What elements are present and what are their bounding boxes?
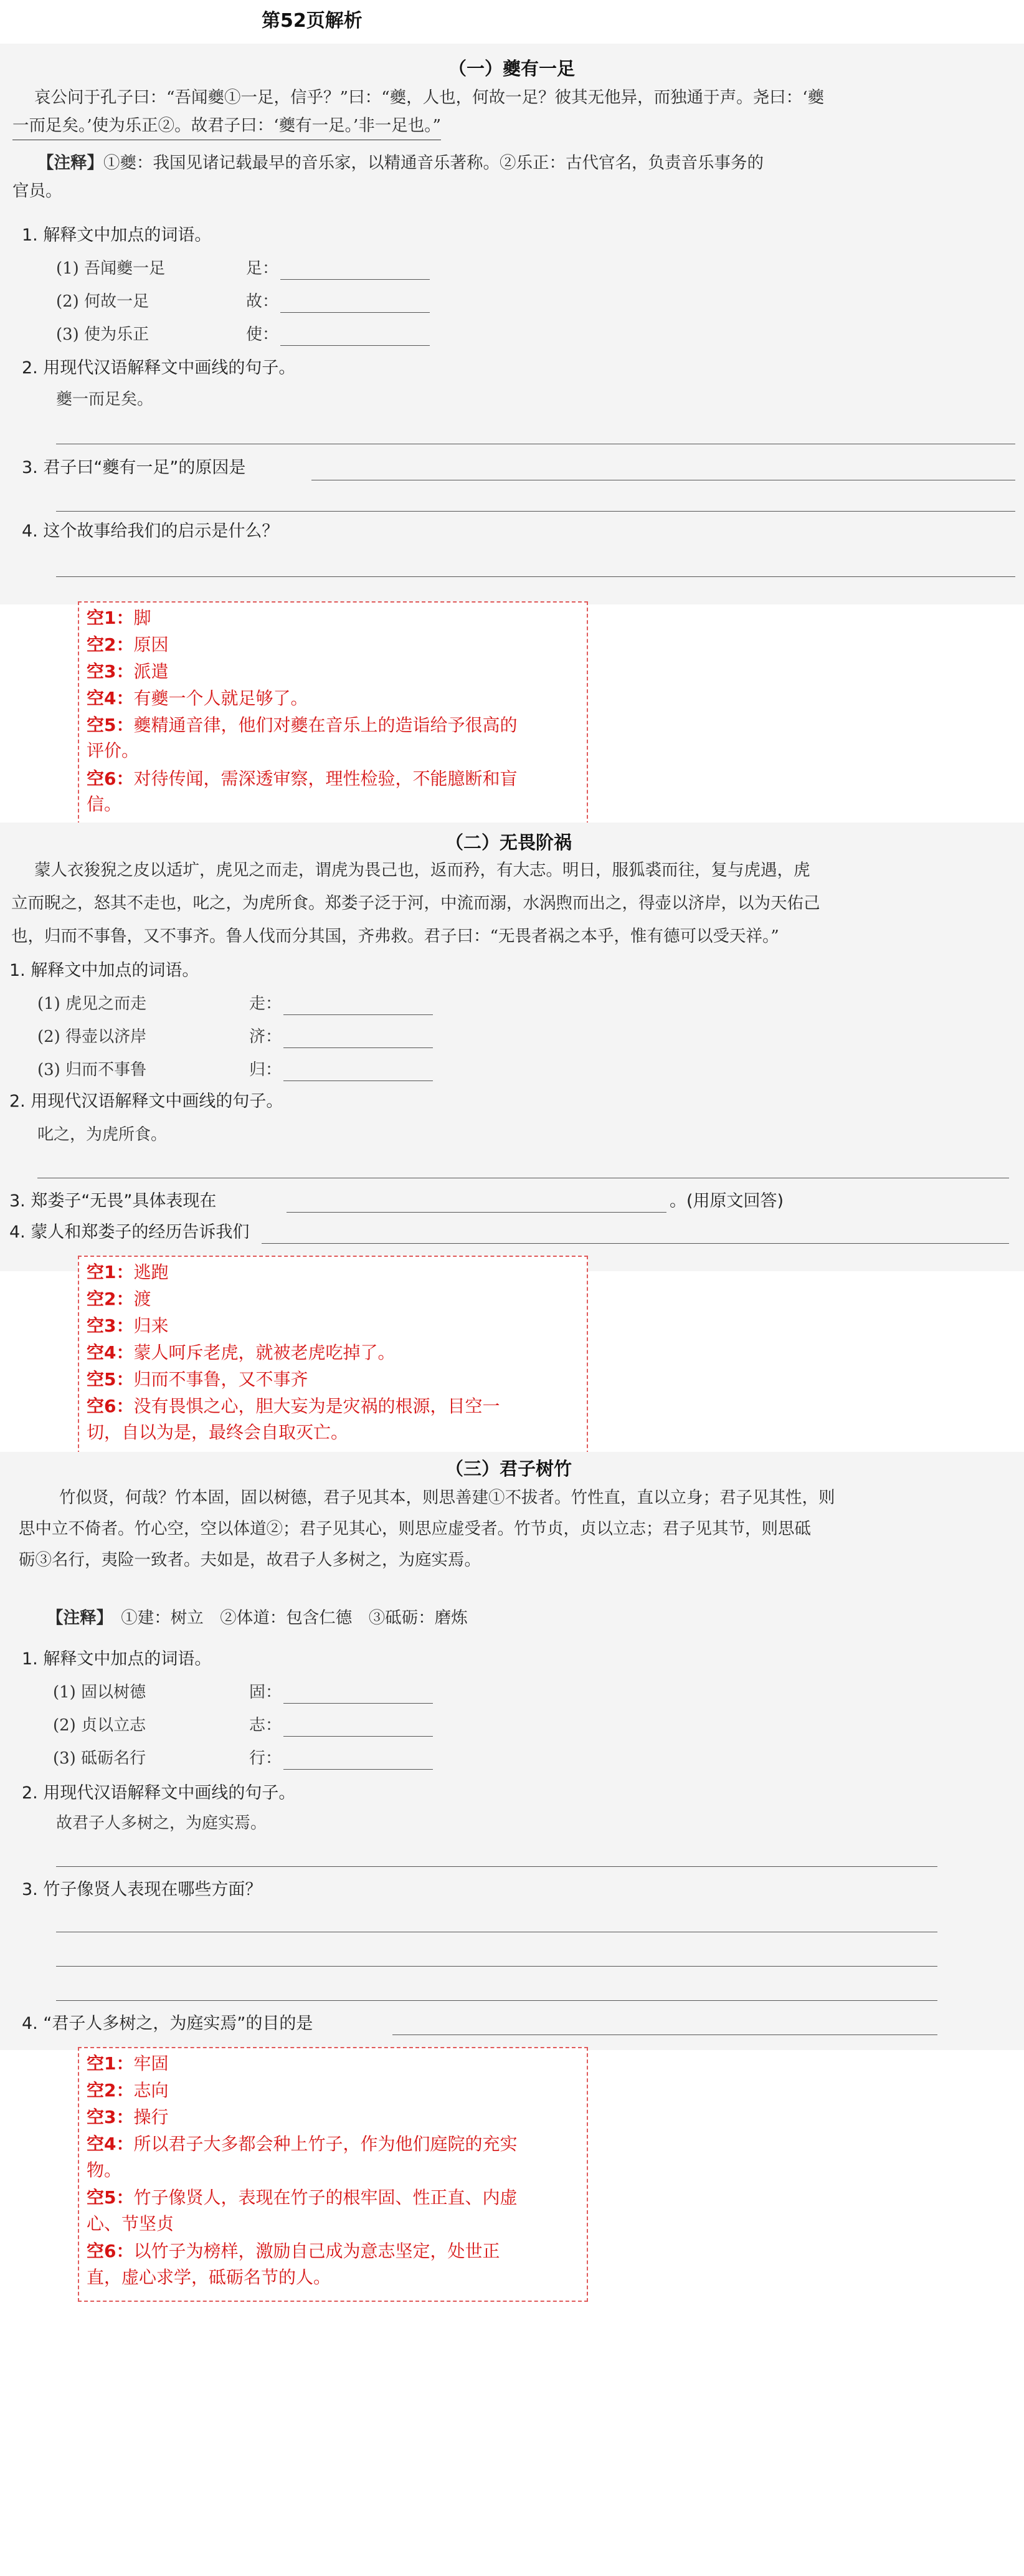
section-3-passage-line-3: 砺③名行，夷险一致者。夫如是，故君子人多树之，为庭实焉。 (19, 1550, 481, 1570)
s2-answer-2: 空2：渡 (87, 1289, 151, 1309)
s1-q1-answer-2-field[interactable] (280, 312, 430, 313)
s2-answer-box (78, 1256, 588, 1454)
s1-answer-4: 空4：有夔一个人就足够了。 (87, 688, 308, 708)
s3-q1-item-2-phrase: (2) 贞以立志 (53, 1716, 146, 1735)
s2-q1-item-2-word: 济： (249, 1028, 282, 1046)
s1-answer-5-cont: 评价。 (87, 740, 140, 761)
s2-q1-item-1-word: 走： (249, 995, 282, 1013)
s2-answer-6-cont: 切，自以为是，最终会自取灭亡。 (87, 1422, 349, 1443)
section-1-passage-line-2: 一而足矣。’使为乐正②。故君子曰：‘夔有一足。’非一足也。” (12, 112, 441, 140)
s3-answer-1: 空1：牢固 (87, 2053, 169, 2074)
s1-answer-6-cont: 信。 (87, 794, 122, 814)
s3-question-1: 1. 解释文中加点的词语。 (22, 1649, 212, 1669)
s3-answer-4-cont: 物。 (87, 2160, 122, 2180)
section-1-note-cont: 官员。 (12, 181, 62, 201)
s2-q1-answer-3-field[interactable] (283, 1080, 433, 1081)
s2-q1-item-3-word: 归： (249, 1061, 282, 1079)
section-3-title: （三）君子树竹 (445, 1458, 572, 1479)
s1-q3-answer-field-2[interactable] (56, 511, 1015, 512)
note-text: ①建：树立 ②体道：包含仁德 ③砥砺：磨炼 (121, 1608, 468, 1628)
s3-answer-6-cont: 直，虚心求学，砥砺名节的人。 (87, 2267, 331, 2287)
s1-q1-item-3-word: 使： (246, 325, 279, 344)
s2-question-3: 3. 郑娄子“无畏”具体表现在 (9, 1191, 217, 1211)
section-3-passage-line-1: 竹似贤，何哉？竹本固，固以树德，君子见其本，则思善建①不拔者。竹性直，直以立身；君子见其性，则 (59, 1488, 835, 1507)
s1-answer-3: 空3：派遣 (87, 661, 169, 682)
s1-q1-answer-3-field[interactable] (280, 345, 430, 346)
s3-answer-5-cont: 心、节坚贞 (87, 2213, 174, 2234)
s3-answer-5: 空5：竹子像贤人，表现在竹子的根牢固、性正直、内虚 (87, 2187, 518, 2208)
section-2-title: （二）无畏阶祸 (445, 832, 572, 853)
s2-answer-3: 空3：归来 (87, 1315, 169, 1336)
section-3-passage-line-2: 思中立不倚者。竹心空，空以体道②；君子见其心，则思应虚受者。竹节贞，贞以立志；君子见其节，则思砥 (19, 1519, 811, 1538)
s1-answer-box (78, 601, 588, 825)
section-1-note (37, 150, 764, 177)
note-label: 【注释】 (37, 153, 103, 173)
s3-answer-2: 空2：志向 (87, 2080, 169, 2101)
section-1-title: （一）夔有一足 (448, 58, 576, 79)
s1-answer-6: 空6：对待传闻，需深透审察，理性检验，不能臆断和盲 (87, 768, 518, 789)
s3-q2-answer-field[interactable] (56, 1866, 937, 1867)
page-title: 第52页解析 (262, 10, 363, 32)
s3-question-3: 3. 竹子像贤人表现在哪些方面？ (22, 1880, 262, 1899)
s1-question-4: 4. 这个故事给我们的启示是什么？ (22, 522, 279, 541)
s1-answer-5: 空5：夔精通音律，他们对夔在音乐上的造诣给予很高的 (87, 715, 518, 735)
s2-q4-answer-field[interactable] (262, 1243, 1009, 1244)
s3-answer-box (78, 2047, 588, 2302)
s2-q1-answer-1-field[interactable] (283, 1014, 433, 1015)
s1-question-2: 2. 用现代汉语解释文中画线的句子。 (22, 358, 296, 378)
s2-q1-item-1-phrase: (1) 虎见之而走 (37, 995, 147, 1013)
s2-question-1: 1. 解释文中加点的词语。 (9, 961, 199, 980)
s2-q2-sentence: 叱之，为虎所食。 (37, 1125, 168, 1144)
s1-q1-item-2-word: 故： (246, 292, 279, 311)
s3-answer-6: 空6：以竹子为榜样，激励自己成为意志坚定，处世正 (87, 2241, 500, 2261)
s2-answer-1: 空1：逃跑 (87, 1262, 169, 1282)
s2-q3-answer-field[interactable] (287, 1212, 666, 1213)
section-2-passage-line-2: 立而睨之，怒其不走也，叱之，为虎所食。郑娄子泛于河，中流而溺，水涡煦而出之，得壶以济岸，以为天佑己 (11, 894, 820, 913)
section-3-note (47, 1605, 468, 1632)
s1-q2-sentence: 夔一而足矣。 (56, 390, 154, 409)
s3-q3-answer-field-2[interactable] (56, 1966, 937, 1967)
s3-q1-item-2-word: 志： (249, 1716, 282, 1735)
s1-question-1: 1. 解释文中加点的词语。 (22, 226, 212, 245)
s3-q1-answer-2-field[interactable] (283, 1736, 433, 1737)
s3-q1-item-3-word: 行： (249, 1749, 282, 1768)
s3-question-4: 4. “君子人多树之，为庭实焉”的目的是 (22, 2014, 313, 2033)
note-text: ①夔：我国见诸记载最早的音乐家，以精通音乐著称。②乐正：古代官名，负责音乐事务的 (103, 153, 764, 173)
s2-question-3-tail: 。(用原文回答) (670, 1191, 784, 1211)
s1-q4-answer-field[interactable] (56, 576, 1015, 577)
s3-q2-sentence: 故君子人多树之，为庭实焉。 (56, 1814, 267, 1833)
s1-q1-item-1-phrase: (1) 吾闻夔一足 (56, 259, 166, 278)
s1-answer-1: 空1：脚 (87, 608, 151, 628)
s2-answer-6: 空6：没有畏惧之心，胆大妄为是灾祸的根源，目空一 (87, 1396, 500, 1416)
s3-q1-answer-3-field[interactable] (283, 1769, 433, 1770)
s2-q1-answer-2-field[interactable] (283, 1047, 433, 1048)
s2-q1-item-3-phrase: (3) 归而不事鲁 (37, 1061, 147, 1079)
s2-answer-5: 空5：归而不事鲁，又不事齐 (87, 1369, 308, 1390)
s1-answer-2: 空2：原因 (87, 634, 169, 655)
s2-answer-4: 空4：蒙人呵斥老虎，就被老虎吃掉了。 (87, 1342, 396, 1363)
s1-q1-answer-1-field[interactable] (280, 279, 430, 280)
s3-answer-4: 空4：所以君子大多都会种上竹子，作为他们庭院的充实 (87, 2134, 518, 2154)
note-label: 【注释】 (47, 1608, 105, 1628)
s1-q1-item-3-phrase: (3) 使为乐正 (56, 325, 149, 344)
s1-q1-item-2-phrase: (2) 何故一足 (56, 292, 149, 311)
s1-q1-item-1-word: 足： (246, 259, 279, 278)
s3-answer-3: 空3：操行 (87, 2107, 169, 2127)
s3-q3-answer-field-3[interactable] (56, 2000, 937, 2001)
s3-q1-answer-1-field[interactable] (283, 1703, 433, 1704)
s2-question-2: 2. 用现代汉语解释文中画线的句子。 (9, 1092, 283, 1111)
s3-question-2: 2. 用现代汉语解释文中画线的句子。 (22, 1783, 296, 1803)
s1-question-3: 3. 君子曰“夔有一足”的原因是 (22, 458, 246, 477)
s3-q1-item-1-word: 固： (249, 1683, 282, 1702)
s3-q1-item-1-phrase: (1) 固以树德 (53, 1683, 146, 1702)
section-1-passage-line-1: 哀公问于孔子曰：“吾闻夔①一足，信乎？”曰：“夔，人也，何故一足？彼其无他异，而独通于声。尧曰：‘夔 (34, 88, 825, 107)
s3-q1-item-3-phrase: (3) 砥砺名行 (53, 1749, 146, 1768)
section-2-passage-line-3: 也，归而不事鲁，又不事齐。鲁人伐而分其国，齐弗救。君子曰：“无畏者祸之本乎，惟有德可以受天祥。” (11, 927, 779, 946)
s2-question-4: 4. 蒙人和郑娄子的经历告诉我们 (9, 1223, 250, 1242)
section-2-passage-line-1: 蒙人衣狻猊之皮以适圹，虎见之而走，谓虎为畏己也，返而矜，有大志。明日，服狐裘而往，复与虎遇，虎 (34, 861, 810, 880)
s2-q1-item-2-phrase: (2) 得壶以济岸 (37, 1028, 147, 1046)
